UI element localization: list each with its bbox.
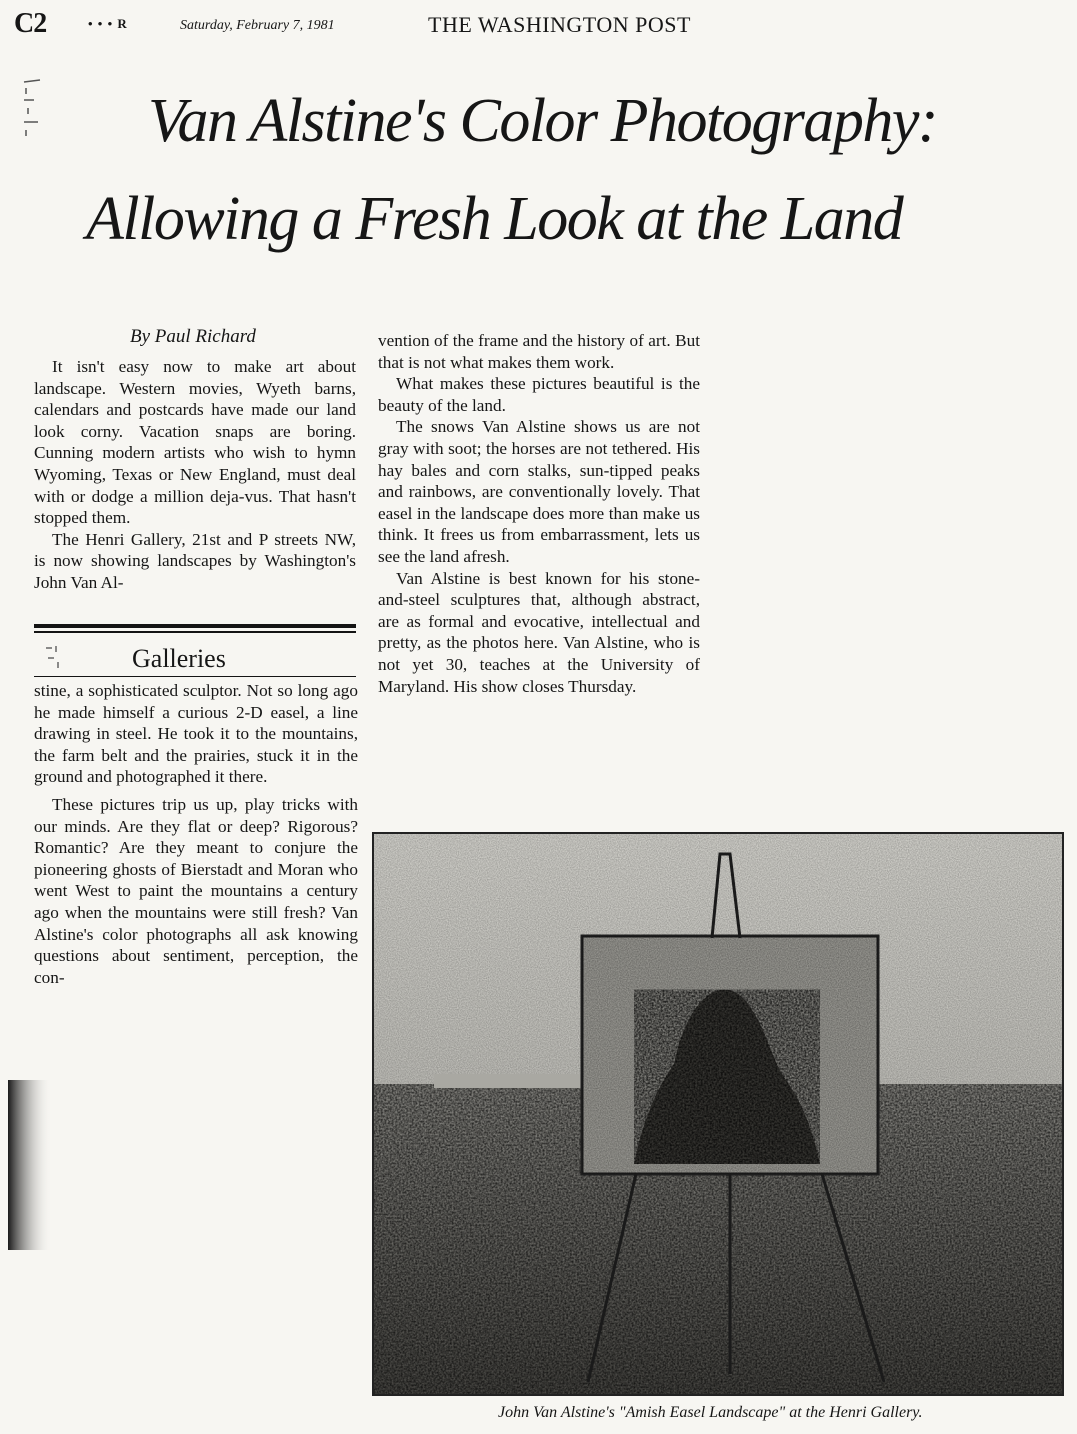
margin-scan-marks: [44, 644, 64, 670]
newspaper-name: THE WASHINGTON POST: [428, 12, 691, 37]
headline-line-1: Van Alstine's Color Photography:: [148, 87, 938, 155]
scan-shadow: [8, 1080, 52, 1250]
column-label: Galleries: [132, 644, 226, 673]
page-number: C2: [14, 8, 47, 39]
photo-caption: John Van Alstine's "Amish Easel Landscape" at the Henri Gallery.: [498, 1404, 923, 1421]
article-paragraph: stine, a sophisticated sculptor. Not so long ago he made himself a curious 2-D easel, a line drawing in steel. He took it to the mountains, the farm belt and the prairies, stuck it in the ground and photographed it there.: [34, 681, 358, 787]
article-column-middle: [378, 330, 700, 697]
dateline: Saturday, February 7, 1981: [180, 18, 335, 33]
byline: By Paul Richard: [130, 326, 256, 347]
article-column-left-lower: [34, 680, 358, 988]
photograph-amish-easel-landscape: [372, 832, 1064, 1396]
article-paragraph: The Henri Gallery, 21st and P streets NW, is now showing landscapes by Washington's John Van Al-: [34, 529, 356, 592]
article-paragraph: What makes these pictures beautiful is the beauty of the land.: [378, 374, 700, 415]
article-paragraph: Van Alstine is best known for his stone-and-steel sculptures that, although abstract, are as formal and evocative, intellectual and pretty, as the photos here. Van Alstine, who is not yet 30, teaches at the University of Maryland. His show closes Thursday.: [378, 568, 700, 696]
article-paragraph: vention of the frame and the history of art. But that is not what makes them work.: [378, 331, 700, 372]
article-column-left-upper: [34, 356, 356, 594]
article-paragraph: The snows Van Alstine shows us are not gray with soot; the horses are not tethered. His hay bales and corn stalks, sun-tipped peaks and rainbows, are conventionally lovely. That easel in the landscape does more than make us think. It frees us from embarrassment, lets us see the land afresh.: [378, 417, 700, 566]
edition-mark: • • • R: [88, 16, 128, 31]
rule-thin: [34, 676, 356, 677]
margin-scan-marks: [22, 78, 44, 140]
article-paragraph: These pictures trip us up, play tricks with our minds. Are they flat or deep? Rigorous? Romantic? Are they meant to conjure the pioneering ghosts of Bierstadt and Moran who went West to paint the mountains a century ago when the mountains were still fresh? Van Alstine's color photographs all ask knowing questions about sentiment, perception, the con-: [34, 794, 358, 987]
headline-line-2: Allowing a Fresh Look at the Land: [86, 185, 903, 253]
article-paragraph: It isn't easy now to make art about landscape. Western movies, Wyeth barns, calendars and postcards have made our land look corny. Vacation snaps are boring. Cunning modern artists who wish to hymn Wyoming, Texas or New England, must deal with or dodge a million deja-vus. That hasn't stopped them.: [34, 357, 356, 528]
rule-thin: [34, 631, 356, 633]
rule-heavy: [34, 624, 356, 628]
